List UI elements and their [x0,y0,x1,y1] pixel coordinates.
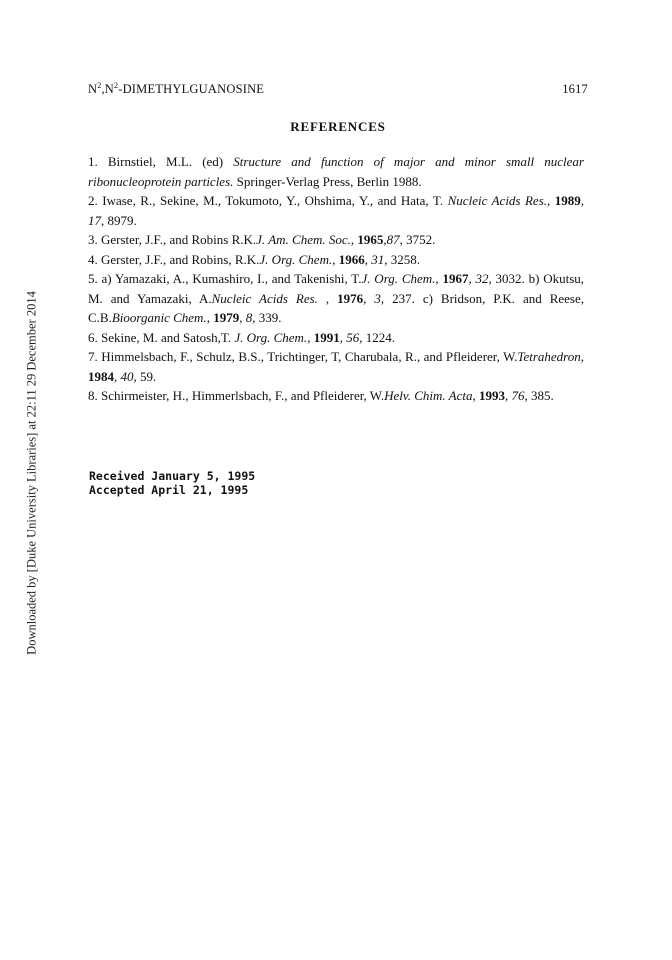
reference-5-segment: 1976 [337,290,364,306]
reference-3-segment: J. Am. Chem. Soc. [256,232,351,247]
reference-2-segment: , [547,193,555,208]
running-header [88,82,588,98]
reference-5-segment: J. Org. Chem. [361,271,436,286]
reference-5 [88,269,584,328]
reference-1-segment: 1. Birnstiel, M.L. (ed) [88,154,234,169]
reference-3 [88,230,584,250]
reference-1-segment: Structure and function of major and minor small nuclear ribonucleoprotein particles. [88,154,584,189]
reference-5-segment: , 3032. b) Okutsu, M. and Yamazaki, A. [88,271,585,306]
reference-6-segment: , 1224. [359,329,395,345]
reference-7-segment: , [580,349,584,364]
reference-1-segment: Springer-Verlag Press, Berlin 1988. [233,173,422,189]
reference-7-segment: 1984 [88,368,114,384]
reference-4-segment: 4. Gerster, J.F., and Robins, R.K. [88,251,260,267]
reference-6 [88,328,584,348]
reference-2-segment: 1989 [554,193,581,208]
reference-8 [88,386,584,406]
reference-8-segment: 76 [511,388,525,403]
reference-2-segment: , [580,193,585,208]
reference-5-segment: 3 [374,290,381,306]
reference-8-segment: 8. Schirmeister, H., Himmerlsbach, F., and Pfleiderer, W. [88,388,385,403]
download-watermark [22,258,42,688]
reference-4-segment: 1966 [338,251,365,267]
reference-3-segment: , [350,232,358,247]
reference-5-segment: , [435,271,443,286]
reference-1 [88,152,584,191]
reference-8-segment: , 385. [524,388,554,403]
reference-6-segment: , [307,329,314,345]
reference-3-segment: , [383,232,387,247]
reference-5-segment: , 237. c) Bridson, P.K. and Reese, C.B. [88,290,584,325]
reference-3-segment: , 3752. [399,232,436,247]
reference-6-segment: J. Org. Chem. [234,329,308,345]
accepted-date: Accepted April 21, 1995 [89,483,249,497]
reference-5-segment: Bioorganic Chem. [111,310,207,325]
reference-4-segment: 31 [371,251,385,267]
reference-5-segment: , [206,310,214,325]
reference-6-segment: , [339,329,347,345]
reference-7-segment: 7. Himmelsbach, F., Schulz, B.S., Trichtinger, T, Charubala, R., and Pfleiderer, W. [88,349,518,364]
reference-5-segment: 1967 [442,271,469,286]
reference-8-segment: , [504,388,512,403]
reference-2-segment: 2. Iwase, R., Sekine, M., Tokumoto, Y., Ohshima, Y., and Hata, T. [88,193,448,208]
reference-2-segment: 17 [88,212,101,228]
reference-2 [88,191,584,230]
reference-5-segment: , [468,271,476,286]
reference-5-segment: , 339. [252,310,282,325]
watermark-text: Downloaded by [Duke University Libraries] at 22:11 29 December 2014 [24,291,39,655]
reference-6-segment: 1991 [313,329,340,345]
reference-3-segment: 87 [386,232,400,247]
reference-3-segment: 1965 [357,232,384,247]
reference-6-segment: 56 [346,329,360,345]
reference-5-segment: Nucleic Acids Res. [211,290,318,306]
reference-7-segment: , 59. [133,368,157,384]
reference-4-segment: , [332,251,339,267]
reference-2-segment: , 8979. [101,212,137,228]
reference-6-segment: 6. Sekine, M. and Satosh,T. [88,329,235,345]
reference-4-segment: , 3258. [384,251,420,267]
reference-3-segment: 3. Gerster, J.F., and Robins R.K. [88,232,257,247]
header-title: $N^2,N^2$-DIMETHYLGUANOSINE [88,81,265,96]
reference-7-segment: , [114,368,121,384]
reference-5-segment: , [239,310,246,325]
page-number: 1617 [562,82,588,96]
reference-5-segment: , [363,290,375,306]
reference-5-segment: 8 [245,310,253,325]
reference-8-segment: Helv. Chim. Acta [384,388,473,403]
reference-2-segment: Nucleic Acids Res. [447,193,548,208]
reference-5-segment: 5. a) Yamazaki, A., Kumashiro, I., and Takenishi, T. [88,271,362,286]
reference-7 [88,347,584,386]
reference-5-segment: 1979 [213,310,240,325]
reference-7-segment: Tetrahedron [517,349,581,364]
reference-8-segment: , [472,388,479,403]
reference-4-segment: , [364,251,372,267]
reference-7-segment: 40 [120,368,134,384]
reference-4 [88,250,584,270]
reference-5-segment: , [317,290,338,306]
references-heading: REFERENCES [290,119,386,134]
received-date: Received January 5, 1995 [89,469,256,483]
reference-8-segment: 1993 [478,388,505,403]
reference-list [88,152,584,406]
reference-5-segment: 32 [475,271,489,286]
reference-4-segment: J. Org. Chem. [259,251,333,267]
received-accepted-dates [89,469,255,497]
